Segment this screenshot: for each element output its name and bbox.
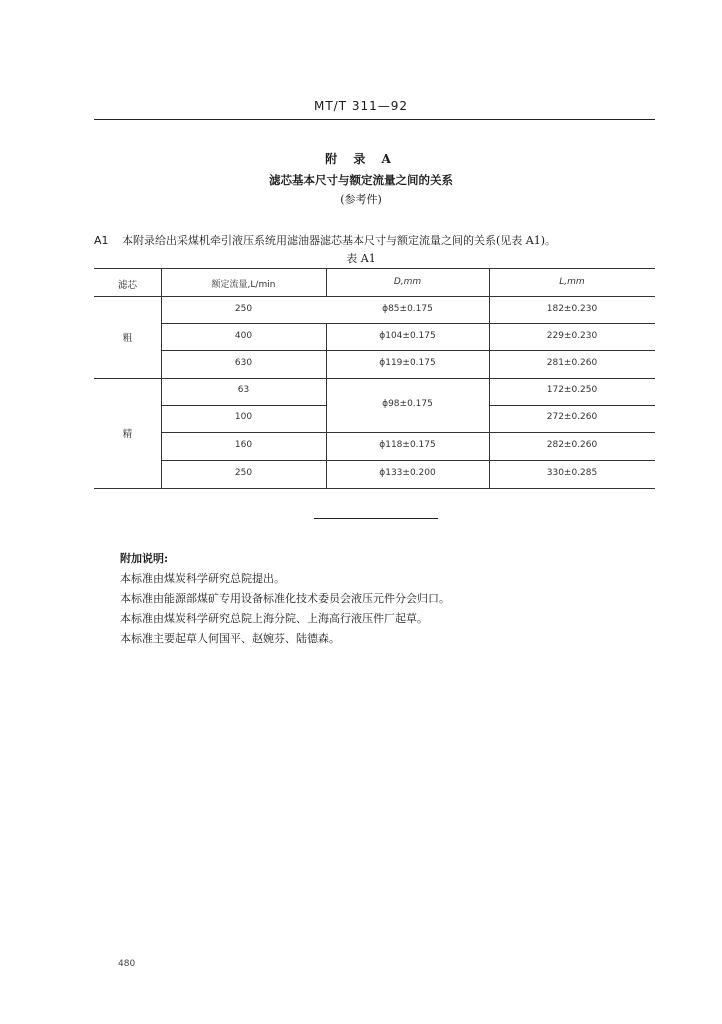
length-cell: 282±0.260 (546, 440, 598, 450)
flow-cell: 160 (234, 440, 253, 450)
row-rule (161, 432, 655, 433)
header-diameter: D,mm (393, 277, 422, 287)
filter-fine: 精 (122, 429, 133, 440)
paragraph-text: 本附录给出采煤机牵引液压系统用滤油器滤芯基本尺寸与额定流量之间的关系(见表 A1)。 (122, 234, 557, 247)
diameter-cell: ϕ98±0.175 (382, 399, 433, 409)
standard-code: MT/T 311—92 (313, 99, 409, 113)
row-rule (161, 323, 655, 324)
section-end-rule (314, 518, 438, 519)
table-header-rule (94, 296, 655, 297)
flow-cell: 250 (234, 304, 253, 314)
row-rule (161, 350, 655, 351)
table-top-rule (94, 268, 655, 269)
additional-notes (120, 549, 450, 649)
note-line: 本标准由煤炭科学研究总院上海分院、上海高行液压件厂起草。 (120, 612, 428, 625)
flow-cell: 400 (234, 331, 253, 341)
diameter-cell: ϕ104±0.175 (379, 331, 436, 341)
length-cell: 182±0.230 (546, 304, 598, 314)
paragraph-number: A1 (94, 234, 109, 247)
diameter-cell: ϕ133±0.200 (379, 468, 436, 478)
appendix-title: 附 录 A (325, 152, 397, 166)
notes-heading: 附加说明: (120, 552, 169, 565)
flow-cell: 100 (234, 412, 253, 422)
flow-cell: 630 (234, 358, 253, 368)
row-rule (161, 405, 326, 406)
header-flow: 额定流量,L/min (211, 280, 276, 290)
length-cell: 281±0.260 (546, 358, 598, 368)
appendix-note: (参考件) (340, 193, 382, 206)
table-caption: 表 A1 (346, 252, 376, 265)
header-filter: 滤芯 (117, 280, 137, 291)
table-bottom-rule (94, 488, 655, 489)
paragraph-a1 (94, 232, 654, 248)
appendix-subtitle: 滤芯基本尺寸与额定流量之间的关系 (269, 173, 453, 187)
header-length: L,mm (559, 277, 585, 287)
group-rule (94, 378, 655, 379)
row-rule (161, 460, 655, 461)
page-number: 480 (118, 959, 136, 969)
flow-cell: 250 (234, 468, 253, 478)
col-rule (161, 268, 162, 488)
header-rule (94, 119, 655, 120)
length-cell: 330±0.285 (546, 468, 598, 478)
row-rule (489, 405, 655, 406)
note-line: 本标准由煤炭科学研究总院提出。 (120, 572, 285, 585)
note-line: 本标准主要起草人何国平、赵婉芬、陆德森。 (120, 632, 340, 645)
filter-coarse: 粗 (122, 333, 133, 344)
flow-cell: 63 (237, 385, 250, 395)
table-a1 (94, 268, 655, 489)
length-cell: 172±0.250 (546, 385, 598, 395)
diameter-cell: ϕ119±0.175 (379, 358, 436, 368)
col-rule (489, 268, 490, 488)
diameter-cell: ϕ118±0.175 (379, 440, 436, 450)
diameter-cell: ϕ85±0.175 (382, 304, 433, 314)
note-line: 本标准由能源部煤矿专用设备标准化技术委员会液压元件分会归口。 (120, 592, 450, 605)
length-cell: 229±0.230 (546, 331, 598, 341)
length-cell: 272±0.260 (546, 412, 598, 422)
